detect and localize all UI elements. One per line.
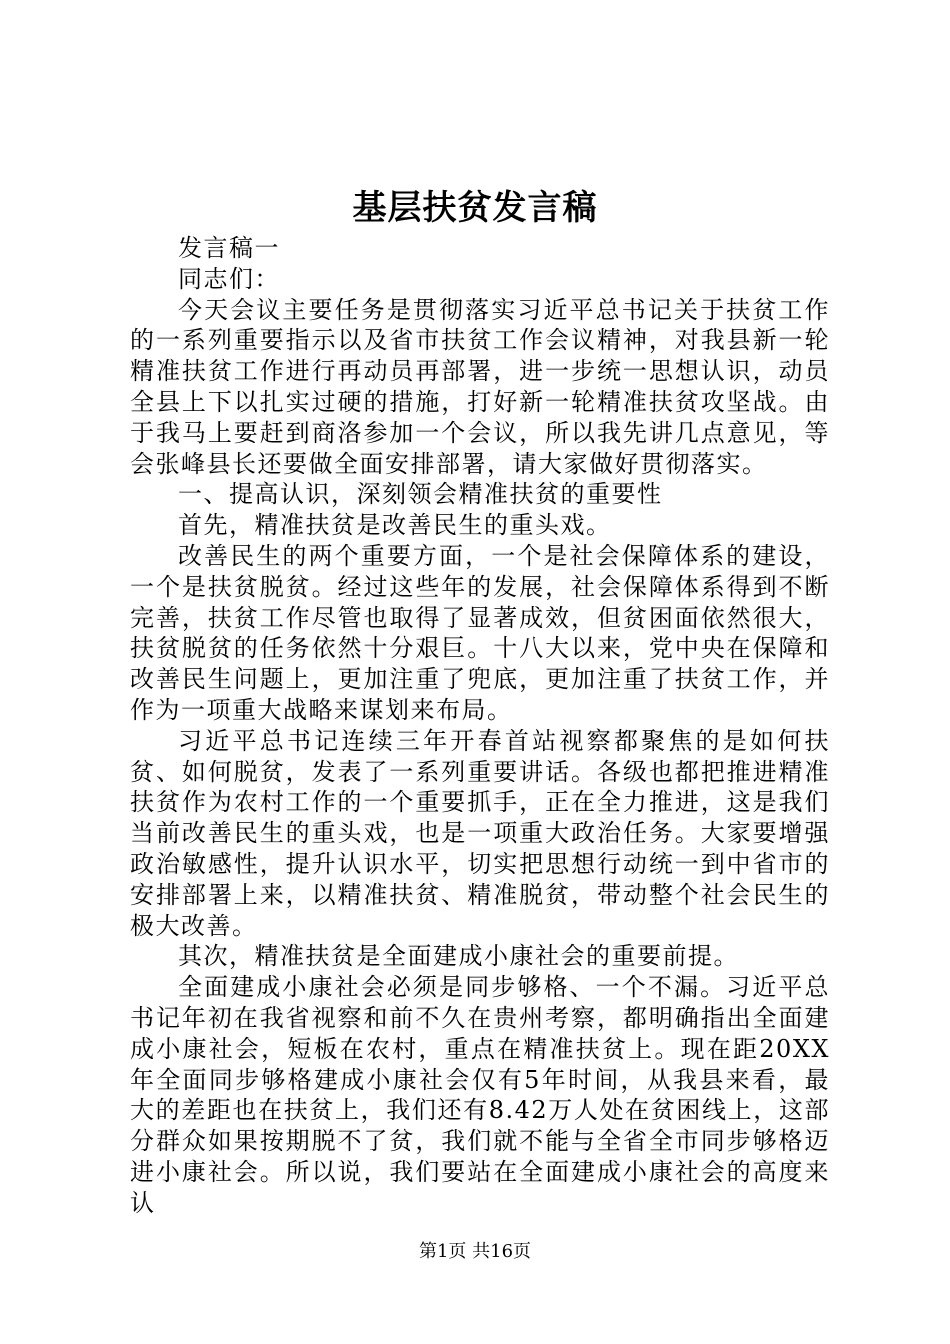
page-number-footer: 第1页 共16页 <box>418 1241 532 1262</box>
paragraph-body: 习近平总书记连续三年开春首站视察都聚焦的是如何扶贫、如何脱贫，发表了一系列重要讲话。各级也都把推进精准扶贫作为农村工作的一个重要抓手，正在全力推进，这是我们当前改善民生的重头戏，也是一项重大政治任务。大家要增强政治敏感性，提升认识水平，切实把思想行动统一到中省市的安排部署上来，以精准扶贫、精准脱贫，带动整个社会民生的极大改善。 <box>130 726 830 940</box>
paragraph-body: 今天会议主要任务是贯彻落实习近平总书记关于扶贫工作的一系列重要指示以及省市扶贫工作会议精神，对我县新一轮精准扶贫工作进行再动员再部署，进一步统一思想认识，动员全县上下以扎实过硬的措施，打好新一轮精准扶贫攻坚战。由于我马上要赶到商洛参加一个会议，所以我先讲几点意见，等会张峰县长还要做全面安排部署，请大家做好贯彻落实。 <box>130 295 830 478</box>
document-title: 基层扶贫发言稿 <box>352 188 598 228</box>
document-body <box>130 233 830 1219</box>
section-heading: 一、提高认识，深刻领会精准扶贫的重要性 <box>178 480 663 509</box>
paragraph-salutation-heading: 发言稿一 <box>178 234 280 262</box>
paragraph-body: 其次，精准扶贫是全面建成小康社会的重要前提。 <box>178 942 739 971</box>
paragraph-greeting: 同志们： <box>178 264 280 293</box>
paragraph-body: 改善民生的两个重要方面，一个是社会保障体系的建设，一个是扶贫脱贫。经过这些年的发展，社会保障体系得到不断完善，扶贫工作尽管也取得了显著成效，但贫困面依然很大，扶贫脱贫的任务依然十分艰巨。十八大以来，党中央在保障和改善民生问题上，更加注重了兜底，更加注重了扶贫工作，并作为一项重大战略来谋划来布局。 <box>130 541 830 724</box>
paragraph-body: 全面建成小康社会必须是同步够格、一个不漏。习近平总书记年初在我省视察和前不久在贵州考察，都明确指出全面建成小康社会，短板在农村，重点在精准扶贫上。现在距20XX年全面同步够格建成小康社会仅有5年时间，从我县来看，最大的差距也在扶贫上，我们还有8.42万人处在贫困线上，这部分群众如果按期脱不了贫，我们就不能与全省全市同步够格迈进小康社会。所以说，我们要站在全面建成小康社会的高度来认 <box>130 973 830 1217</box>
paragraph-body: 首先，精准扶贫是改善民生的重头戏。 <box>178 511 612 540</box>
